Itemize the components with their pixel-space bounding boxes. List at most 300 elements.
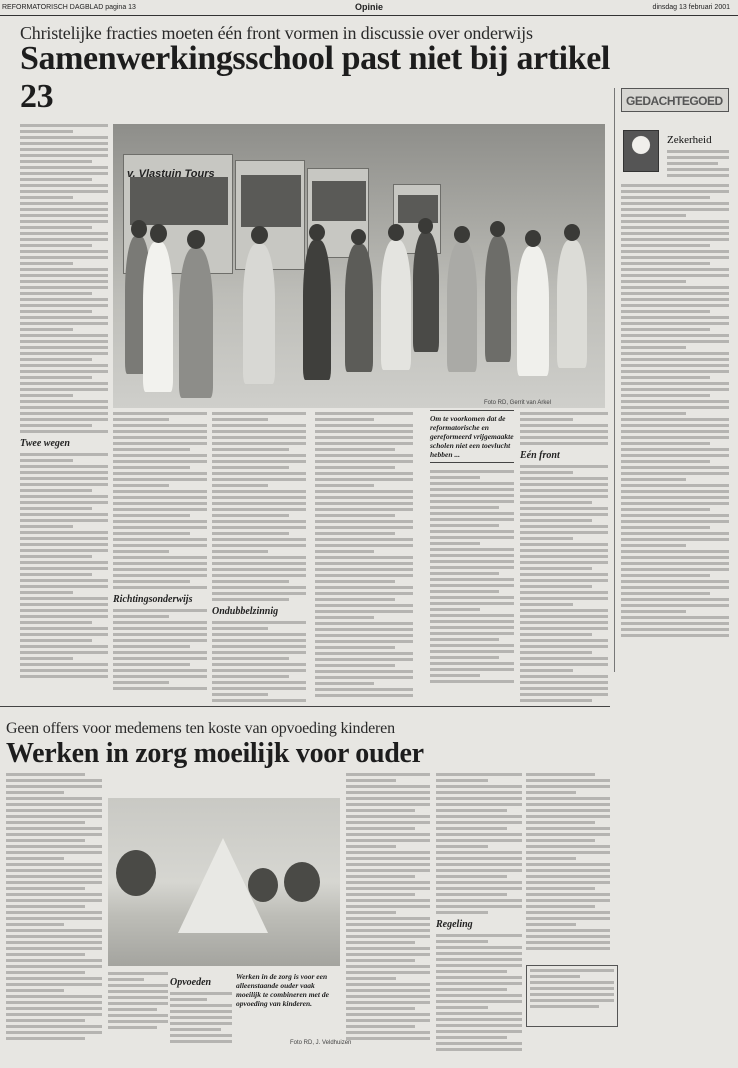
text-line	[621, 196, 710, 199]
text-line	[6, 995, 102, 998]
text-line	[520, 507, 608, 510]
text-line	[20, 400, 108, 403]
text-line	[621, 568, 729, 571]
text-line	[346, 803, 430, 806]
text-line	[430, 626, 514, 629]
text-line	[346, 947, 430, 950]
text-line	[346, 1025, 415, 1028]
text-line	[526, 905, 595, 908]
text-line	[113, 520, 207, 523]
article1-column-5	[430, 470, 514, 683]
text-line	[113, 645, 190, 648]
text-line	[430, 476, 480, 479]
text-line	[346, 989, 430, 992]
text-line	[621, 532, 729, 535]
sidebar-text-top	[667, 150, 729, 177]
text-line	[6, 857, 64, 860]
text-line	[170, 1034, 232, 1037]
text-line	[108, 978, 144, 981]
text-line	[520, 495, 608, 498]
text-line	[436, 833, 522, 836]
text-line	[526, 827, 610, 830]
text-line	[346, 1019, 430, 1022]
text-line	[520, 573, 608, 576]
text-line	[108, 1020, 168, 1023]
text-line	[113, 669, 207, 672]
text-line	[520, 585, 592, 588]
text-line	[6, 851, 102, 854]
text-line	[170, 1040, 232, 1043]
sidebar-text-body	[621, 184, 729, 637]
text-line	[315, 520, 413, 523]
text-line	[20, 645, 108, 648]
text-line	[315, 604, 413, 607]
article1-kicker: Christelijke fracties moeten één front vormen in discussie over onderwijs	[20, 23, 533, 43]
text-line	[621, 406, 729, 409]
text-line	[212, 568, 306, 571]
text-line	[436, 887, 522, 890]
text-line	[212, 442, 306, 445]
text-line	[621, 604, 729, 607]
text-line	[430, 482, 514, 485]
text-line	[315, 472, 413, 475]
text-line	[520, 561, 608, 564]
text-line	[113, 568, 207, 571]
text-line	[530, 999, 614, 1002]
text-line	[346, 923, 430, 926]
text-line	[170, 1004, 232, 1007]
sidebar-column	[614, 88, 730, 672]
text-line	[346, 857, 430, 860]
text-line	[20, 561, 108, 564]
article2-column-2b	[170, 972, 232, 1043]
text-line	[526, 779, 610, 782]
text-line	[20, 477, 108, 480]
sidebar-brand-accent: GOED	[689, 94, 723, 108]
text-line	[436, 946, 522, 949]
text-line	[526, 929, 610, 932]
text-line	[436, 893, 507, 896]
text-line	[113, 657, 207, 660]
text-line	[520, 639, 608, 642]
masthead-paper-name: REFORMATORISCH DAGBLAD pagina 13	[2, 4, 136, 11]
text-line	[20, 663, 108, 666]
text-line	[20, 154, 108, 157]
text-line	[108, 990, 168, 993]
text-line	[20, 525, 73, 528]
text-line	[20, 298, 108, 301]
text-line	[212, 436, 306, 439]
text-line	[20, 567, 108, 570]
text-line	[621, 232, 729, 235]
text-line	[20, 453, 108, 456]
text-line	[6, 965, 102, 968]
text-line	[6, 1007, 102, 1010]
text-line	[621, 268, 729, 271]
text-line	[20, 537, 108, 540]
text-line	[621, 364, 729, 367]
text-line	[436, 869, 522, 872]
text-line	[212, 454, 306, 457]
text-line	[113, 466, 190, 469]
text-line	[526, 881, 610, 884]
text-line	[6, 833, 102, 836]
text-line	[212, 675, 289, 678]
text-line	[108, 1002, 168, 1005]
text-line	[20, 406, 108, 409]
text-line	[621, 286, 729, 289]
text-line	[6, 1031, 102, 1034]
text-line	[621, 628, 729, 631]
text-line	[430, 584, 514, 587]
text-line	[20, 483, 108, 486]
text-line	[20, 394, 73, 397]
text-line	[315, 502, 413, 505]
text-line	[212, 532, 289, 535]
text-line	[436, 773, 522, 776]
text-line	[20, 238, 108, 241]
text-line	[520, 615, 608, 618]
text-line	[621, 508, 710, 511]
text-line	[212, 574, 306, 577]
text-line	[621, 346, 686, 349]
text-line	[621, 544, 686, 547]
text-line	[20, 346, 108, 349]
text-line	[212, 538, 306, 541]
text-line	[621, 634, 729, 637]
text-line	[20, 591, 73, 594]
text-line	[621, 550, 729, 553]
text-line	[20, 250, 108, 253]
text-line	[113, 538, 207, 541]
article2-column-2a	[108, 972, 168, 1029]
text-line	[436, 911, 488, 914]
text-line	[315, 688, 413, 691]
text-line	[430, 500, 514, 503]
text-line	[315, 562, 413, 565]
text-line	[20, 621, 92, 624]
article1-headline: Samenwerkingsschool past niet bij artikel 23	[20, 40, 610, 115]
text-line	[621, 580, 729, 583]
text-line	[436, 875, 507, 878]
text-line	[436, 905, 522, 908]
article1-column-2	[113, 412, 207, 690]
text-line	[526, 833, 610, 836]
text-line	[315, 574, 413, 577]
text-line	[621, 250, 729, 253]
text-line	[520, 465, 608, 468]
text-line	[436, 1030, 522, 1033]
text-line	[108, 1008, 157, 1011]
text-line	[667, 168, 729, 171]
text-line	[520, 537, 573, 540]
text-line	[6, 809, 102, 812]
text-line	[212, 598, 289, 601]
text-line	[520, 430, 608, 433]
text-line	[346, 779, 396, 782]
text-line	[520, 489, 608, 492]
text-line	[6, 1001, 102, 1004]
text-line	[436, 857, 522, 860]
text-line	[430, 548, 514, 551]
text-line	[520, 471, 573, 474]
text-line	[436, 1006, 488, 1009]
text-line	[621, 274, 729, 277]
text-line	[113, 615, 169, 618]
text-line	[436, 976, 522, 979]
text-line	[20, 142, 108, 145]
text-line	[6, 929, 102, 932]
text-line	[20, 208, 108, 211]
text-line	[520, 681, 608, 684]
text-line	[346, 833, 430, 836]
text-line	[113, 550, 169, 553]
text-line	[113, 430, 207, 433]
text-line	[621, 436, 729, 439]
text-line	[526, 869, 610, 872]
text-line	[315, 532, 395, 535]
article2-subhead-1: Opvoeden	[170, 977, 212, 988]
text-line	[621, 226, 729, 229]
text-line	[520, 657, 608, 660]
text-line	[20, 424, 92, 427]
text-line	[430, 644, 514, 647]
text-line	[621, 454, 729, 457]
text-line	[113, 687, 207, 690]
text-line	[526, 785, 610, 788]
text-line	[20, 579, 108, 582]
text-line	[621, 412, 686, 415]
text-line	[6, 881, 102, 884]
text-line	[20, 268, 108, 271]
text-line	[530, 1005, 599, 1008]
text-line	[20, 124, 108, 127]
text-line	[113, 562, 207, 565]
bus-sign-text: v. Vlastuin Tours	[127, 168, 215, 180]
text-line	[621, 514, 729, 517]
text-line	[430, 614, 514, 617]
text-line	[526, 875, 610, 878]
text-line	[430, 488, 514, 491]
text-line	[20, 328, 73, 331]
text-line	[212, 520, 306, 523]
text-line	[212, 508, 306, 511]
text-line	[6, 983, 102, 986]
text-line	[526, 911, 610, 914]
article2-kicker: Geen offers voor medemens ten koste van opvoeding kinderen	[6, 720, 395, 737]
text-line	[520, 627, 608, 630]
text-line	[20, 370, 108, 373]
article1-subhead-3: Ondubbelzinnig	[212, 606, 279, 617]
text-line	[20, 184, 108, 187]
text-line	[621, 340, 729, 343]
article1-photo-credit: Foto RD, Gerrit van Arkel	[484, 400, 552, 406]
text-line	[520, 555, 608, 558]
text-line	[315, 646, 395, 649]
text-line	[430, 494, 514, 497]
text-line	[526, 839, 595, 842]
text-line	[315, 430, 413, 433]
text-line	[346, 905, 430, 908]
text-line	[6, 773, 85, 776]
text-line	[530, 981, 614, 984]
text-line	[108, 1026, 157, 1029]
text-line	[621, 442, 710, 445]
text-line	[113, 490, 207, 493]
text-line	[430, 602, 514, 605]
text-line	[6, 779, 102, 782]
text-line	[526, 791, 576, 794]
text-line	[520, 687, 608, 690]
text-line	[20, 178, 92, 181]
text-line	[6, 947, 102, 950]
text-line	[315, 526, 413, 529]
text-line	[113, 478, 207, 481]
text-line	[315, 628, 413, 631]
text-line	[526, 815, 610, 818]
text-line	[113, 675, 207, 678]
text-line	[346, 929, 430, 932]
text-line	[20, 651, 108, 654]
article2-photo-credit: Foto RD, J. Veldhuizen	[290, 1040, 352, 1046]
text-line	[430, 470, 514, 473]
text-line	[436, 1000, 522, 1003]
article1-column-4	[315, 412, 413, 697]
text-line	[170, 1016, 232, 1019]
text-line	[621, 190, 729, 193]
text-line	[436, 1048, 522, 1051]
article1-subhead-2: Richtingsonderwijs	[113, 594, 193, 605]
text-line	[346, 809, 415, 812]
text-line	[520, 531, 608, 534]
text-line	[621, 376, 710, 379]
text-line	[315, 580, 395, 583]
text-line	[170, 1028, 221, 1031]
text-line	[526, 809, 610, 812]
text-line	[20, 160, 92, 163]
text-line	[621, 556, 729, 559]
text-line	[212, 580, 289, 583]
text-line	[621, 352, 729, 355]
text-line	[6, 1013, 102, 1016]
text-line	[436, 863, 522, 866]
text-line	[621, 244, 710, 247]
text-line	[315, 550, 374, 553]
text-line	[346, 977, 396, 980]
text-line	[20, 226, 92, 229]
text-line	[212, 562, 306, 565]
text-line	[520, 549, 608, 552]
text-line	[315, 658, 413, 661]
article1-column-1	[20, 124, 108, 678]
text-line	[520, 525, 608, 528]
text-line	[212, 592, 306, 595]
text-line	[20, 519, 108, 522]
text-line	[212, 639, 306, 642]
text-line	[212, 502, 306, 505]
text-line	[315, 556, 413, 559]
text-line	[212, 526, 306, 529]
text-line	[430, 650, 514, 653]
sidebar-brand	[621, 88, 729, 112]
article2-subhead-2: Regeling	[436, 919, 473, 930]
text-line	[436, 815, 522, 818]
text-line	[346, 899, 430, 902]
text-line	[113, 454, 207, 457]
text-line	[315, 418, 374, 421]
text-line	[346, 887, 430, 890]
text-line	[20, 501, 108, 504]
text-line	[20, 292, 92, 295]
text-line	[113, 502, 207, 505]
text-line	[20, 430, 108, 433]
text-line	[520, 501, 592, 504]
text-line	[621, 496, 729, 499]
text-line	[621, 292, 729, 295]
text-line	[20, 352, 108, 355]
text-line	[113, 442, 207, 445]
text-line	[315, 634, 413, 637]
text-line	[526, 845, 610, 848]
article1-subhead-4: Eén front	[520, 450, 560, 461]
text-line	[621, 430, 729, 433]
text-line	[621, 460, 710, 463]
text-line	[520, 645, 608, 648]
text-line	[520, 477, 608, 480]
text-line	[20, 274, 108, 277]
article2-footnote-box	[526, 965, 618, 1027]
text-line	[113, 586, 207, 589]
text-line	[113, 609, 207, 612]
text-line	[346, 851, 430, 854]
text-line	[315, 478, 413, 481]
text-line	[346, 1037, 430, 1040]
text-line	[20, 573, 92, 576]
text-line	[113, 580, 190, 583]
text-line	[113, 514, 190, 517]
article1-column-6	[520, 412, 608, 702]
text-line	[212, 496, 306, 499]
text-line	[212, 633, 306, 636]
text-line	[436, 982, 522, 985]
text-line	[6, 1025, 102, 1028]
text-line	[621, 592, 710, 595]
text-line	[621, 622, 729, 625]
text-line	[520, 669, 573, 672]
text-line	[621, 484, 729, 487]
text-line	[20, 220, 108, 223]
text-line	[621, 418, 729, 421]
text-line	[430, 554, 514, 557]
sidebar-column-title: Zekerheid	[667, 134, 712, 146]
text-line	[315, 412, 413, 415]
text-line	[20, 597, 108, 600]
text-line	[20, 513, 108, 516]
text-line	[430, 530, 514, 533]
text-line	[6, 839, 85, 842]
text-line	[346, 875, 415, 878]
text-line	[430, 656, 499, 659]
text-line	[430, 536, 514, 539]
text-line	[621, 304, 729, 307]
text-line	[526, 893, 610, 896]
text-line	[526, 941, 610, 944]
text-line	[20, 280, 108, 283]
text-line	[436, 952, 522, 955]
text-line	[436, 845, 488, 848]
text-line	[436, 1024, 522, 1027]
section-divider	[0, 706, 610, 707]
